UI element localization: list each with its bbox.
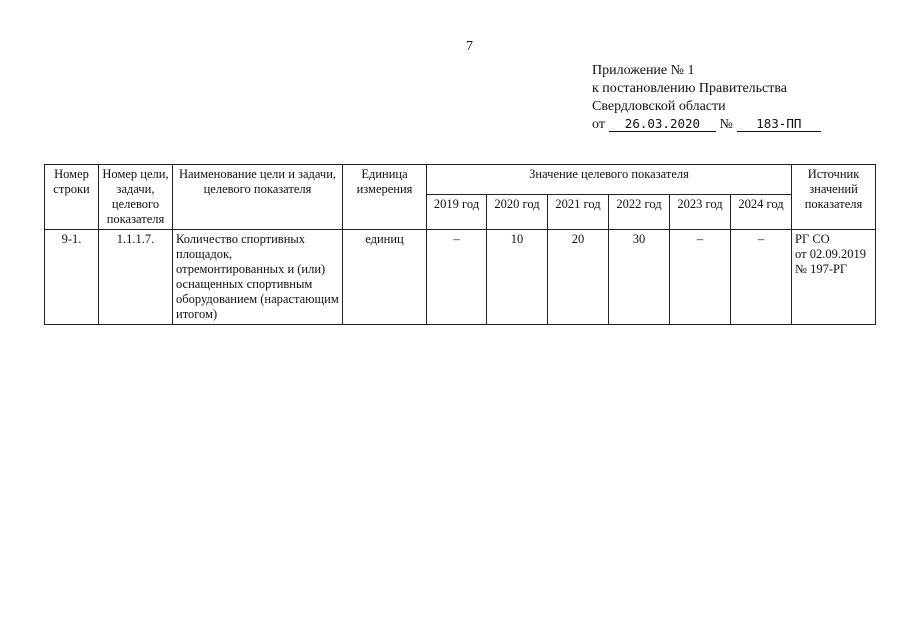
- source-line: РГ СО: [795, 232, 830, 246]
- appendix-region: Свердловской области: [592, 99, 726, 114]
- header-unit: Единица измерения: [343, 165, 427, 230]
- target-indicator-table: [44, 164, 876, 325]
- page-number: 7: [466, 39, 473, 54]
- table-row: [45, 230, 876, 325]
- appendix-title: Приложение № 1: [592, 63, 695, 78]
- header-year: 2023 год: [670, 195, 731, 230]
- header-year: 2019 год: [427, 195, 487, 230]
- decree-number: 183-ПП: [737, 117, 821, 132]
- cell-source: [792, 230, 876, 325]
- header-value-group: Значение целевого показателя: [427, 165, 792, 195]
- header-year: 2022 год: [609, 195, 670, 230]
- cell-value-2023: –: [670, 230, 731, 325]
- cell-value-2020: 10: [487, 230, 548, 325]
- header-year: 2021 год: [548, 195, 609, 230]
- cell-value-2024: –: [731, 230, 792, 325]
- header-year: 2020 год: [487, 195, 548, 230]
- cell-value-2021: 20: [548, 230, 609, 325]
- cell-unit: единиц: [343, 230, 427, 325]
- appendix-decree: к постановлению Правительства: [592, 81, 788, 96]
- source-line: № 197-РГ: [795, 262, 848, 276]
- header-row: [45, 165, 876, 195]
- cell-value-2022: 30: [609, 230, 670, 325]
- source-line: от 02.09.2019: [795, 247, 866, 261]
- number-prefix: №: [719, 117, 733, 132]
- cell-row-number: 9-1.: [45, 230, 99, 325]
- header-goal-number: Номер цели, задачи, целевого показателя: [99, 165, 173, 230]
- date-prefix: от: [592, 117, 605, 132]
- decree-date: 26.03.2020: [609, 117, 716, 132]
- appendix-header: [592, 62, 821, 134]
- cell-goal-number: 1.1.1.7.: [99, 230, 173, 325]
- header-row-number: Номер строки: [45, 165, 99, 230]
- cell-goal-name: Количество спортивных площадок, отремонтированных и (или) оснащенных спортивным оборудованием (нарастающим итогом): [173, 230, 343, 325]
- cell-value-2019: –: [427, 230, 487, 325]
- header-source: Источник значений показателя: [792, 165, 876, 230]
- header-year: 2024 год: [731, 195, 792, 230]
- appendix-date-line: [592, 116, 821, 134]
- header-goal-name: Наименование цели и задачи, целевого показателя: [173, 165, 343, 230]
